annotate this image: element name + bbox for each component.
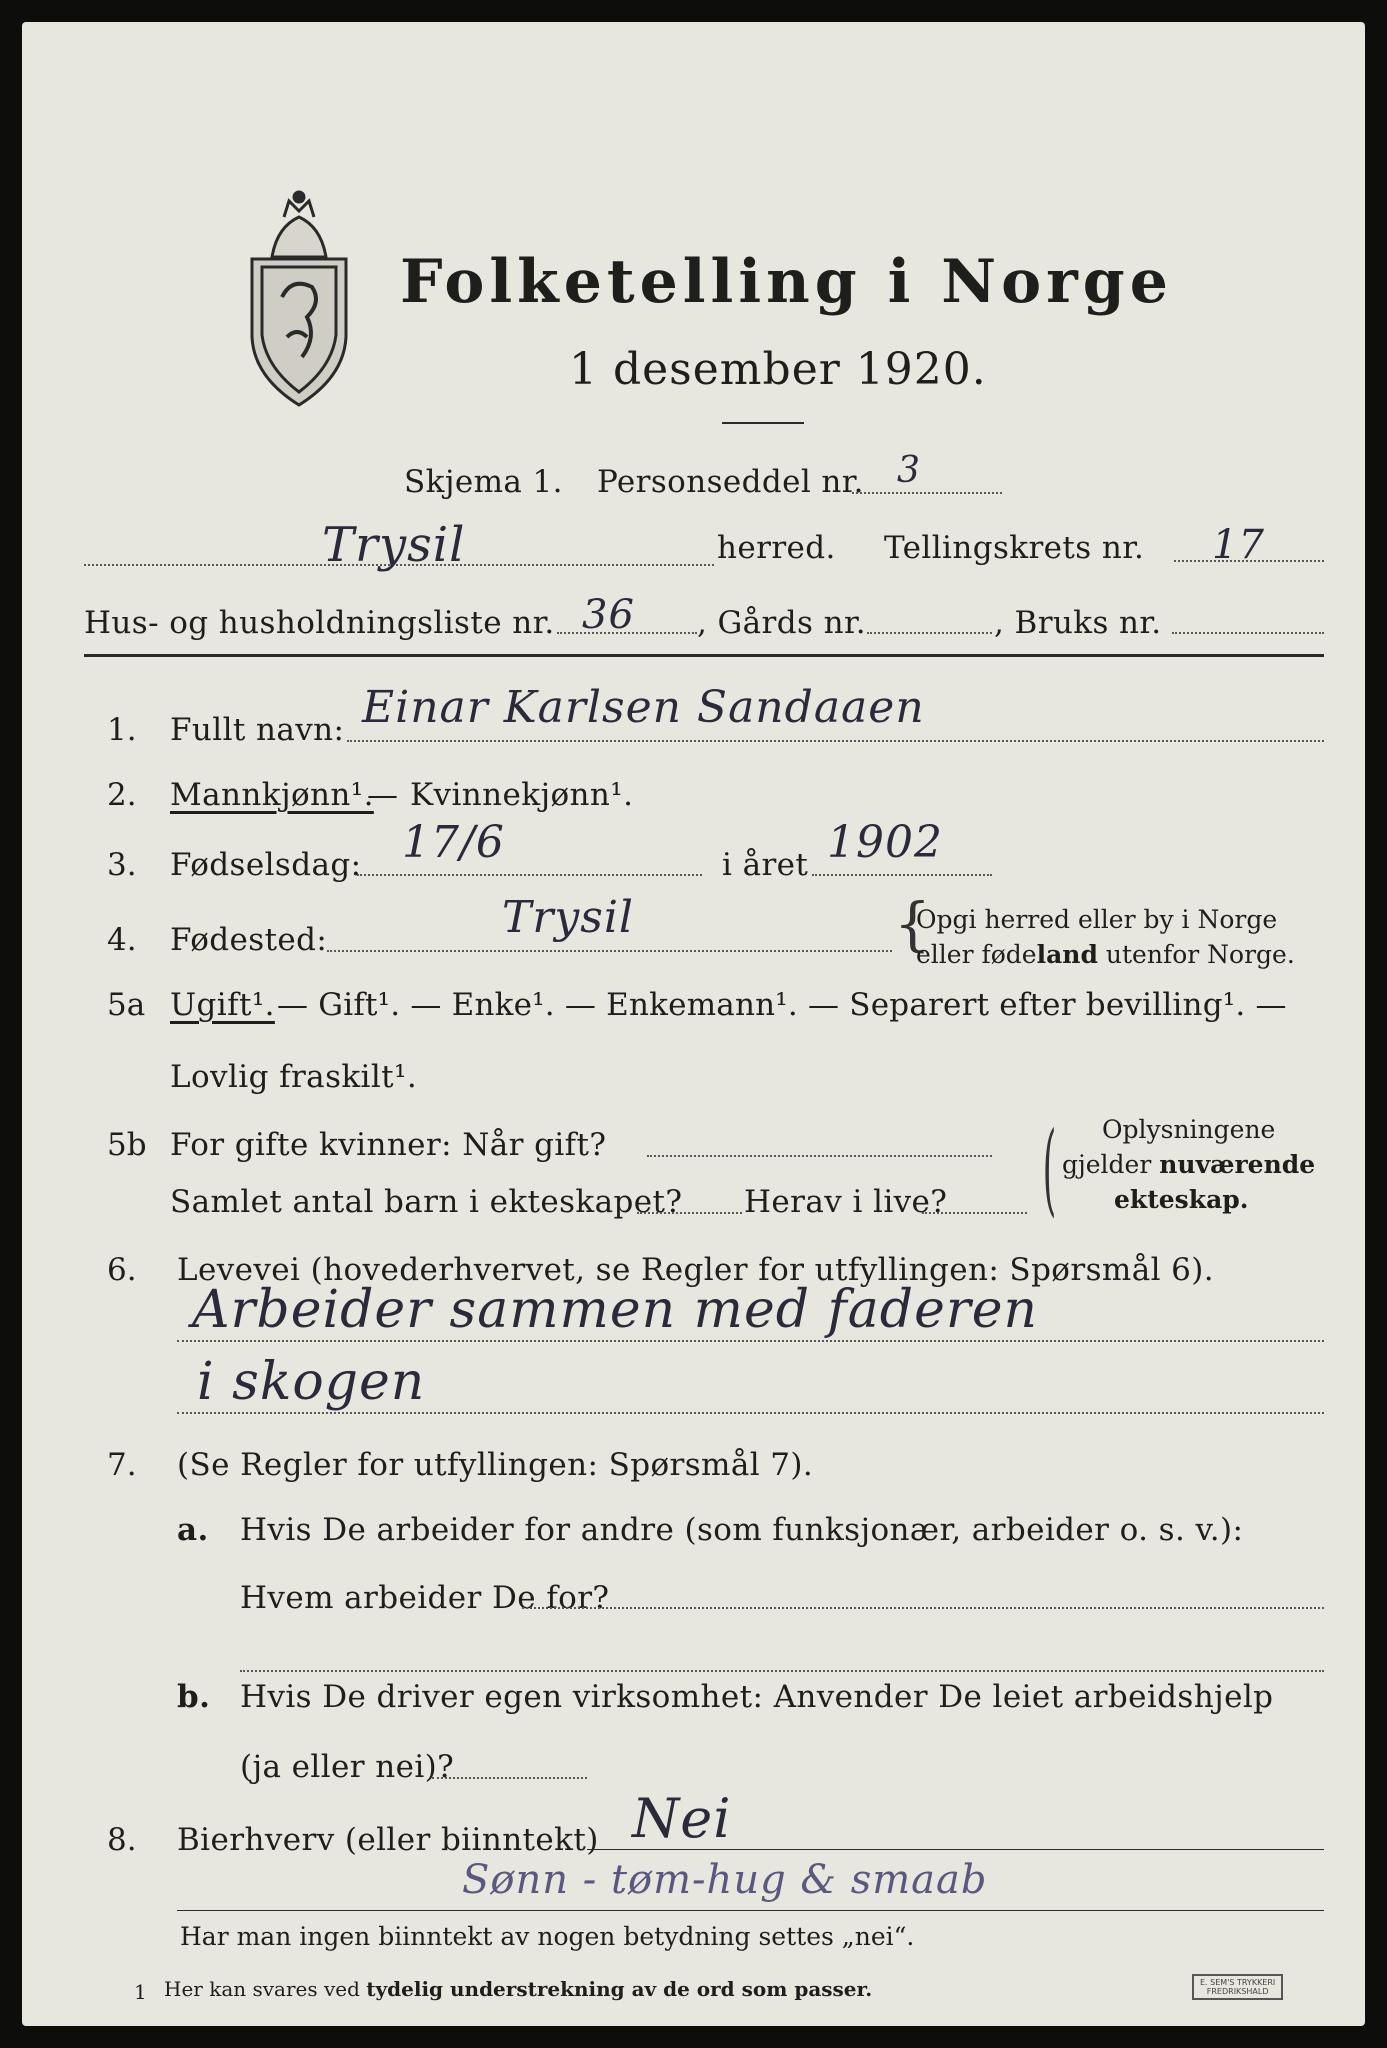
q1-number: 1. [107,712,137,748]
form-title: Folketelling i Norge [400,247,1173,317]
personseddel-label: Personseddel nr. [597,464,864,500]
q5b-note-line3: ekteskap. [1114,1185,1249,1214]
q8-label: Bierhverv (eller biinntekt) [177,1822,599,1858]
q2-male-option: Mannkjønn¹. [170,777,374,813]
header-separator [84,654,1324,657]
q2-female-option: Kvinnekjønn¹. [410,777,634,813]
q5b-gift-line [647,1155,992,1157]
q3-year-line [812,874,992,876]
skjema-label: Skjema 1. [404,464,563,500]
census-form-sheet [22,22,1365,2026]
q5b-line1: For gifte kvinner: Når gift? [170,1127,607,1163]
herred-value: Trysil [322,517,466,573]
q4-value: Trysil [502,892,634,943]
q8-number: 8. [107,1822,137,1858]
q3-label: Fødselsdag: [170,847,362,883]
hus-label: Hus- og husholdningsliste nr. [84,605,555,641]
q5a-options: — Gift¹. — Enke¹. — Enkemann¹. — Separert efter bevilling¹. — [277,987,1287,1023]
q4-note-line1: Opgi herred eller by i Norge [916,905,1278,934]
q1-value: Einar Karlsen Sandaaen [362,682,925,733]
q8-line2 [177,1910,1324,1911]
q6-answer1: Arbeider sammen med faderen [192,1280,1038,1340]
q5b-note-line2: gjelder nuværende [1062,1150,1316,1179]
q6-answer-line2 [177,1412,1324,1414]
q6-answer2: i skogen [197,1352,426,1412]
q2-number: 2. [107,777,137,813]
q7a-question: Hvem arbeider De for? [240,1580,610,1616]
gards-label: , Gårds nr. [697,605,867,641]
q8-annotation: Sønn - tøm-hug & smaab [462,1857,988,1903]
gards-line [867,632,992,634]
herred-label: herred. [717,530,836,566]
biinntekt-note: Har man ingen biinntekt av nogen betydning settes „nei“. [180,1922,915,1951]
q3-value: 17/6 [402,817,505,868]
q5b-number: 5b [107,1127,147,1163]
q7a-text: Hvis De arbeider for andre (som funksjonær, arbeider o. s. v.): [240,1512,1244,1548]
q5b-live-label: Herav i live? [744,1184,948,1220]
q5b-bracket: ( [1042,1110,1057,1227]
q4-label: Fødested: [170,922,328,958]
q7-label: (Se Regler for utfyllingen: Spørsmål 7). [177,1447,814,1483]
q7a-letter: a. [177,1512,209,1548]
coat-of-arms-icon [232,187,367,412]
personseddel-value: 3 [897,450,921,491]
q4-number: 4. [107,922,137,958]
q5b-barn-label: Samlet antal barn i ekteskapet? [170,1184,683,1220]
q5a-line2: Lovlig fraskilt¹. [170,1059,418,1095]
q4-line [327,950,892,952]
q3-year-label: i året [722,847,809,883]
q5a-number: 5a [107,987,146,1023]
q7a-line1 [522,1607,1324,1609]
bruks-line [1172,632,1324,634]
q5b-barn-line [637,1212,742,1214]
footnote-mark: 1 [134,1980,147,2004]
hus-value: 36 [582,592,635,638]
q5a-ugift-option: Ugift¹. [170,987,275,1023]
q8-answer: Nei [632,1787,732,1850]
q7b-letter: b. [177,1679,211,1715]
q5b-live-line [922,1212,1027,1214]
q7b-line [432,1777,587,1779]
q3-year-value: 1902 [827,817,943,868]
q1-line [347,740,1324,742]
q6-answer-line1 [177,1340,1324,1342]
q7b-question: (ja eller nei)? [240,1749,455,1785]
q3-number: 3. [107,847,137,883]
q1-label: Fullt navn: [170,712,345,748]
q3-line [357,874,702,876]
q6-label: Levevei (hovederhvervet, se Regler for utfyllingen: Spørsmål 6). [177,1252,1215,1288]
q2-separator: — [367,777,399,813]
q7-number: 7. [107,1447,137,1483]
form-date: 1 desember 1920. [569,344,987,395]
q4-bracket: { [894,890,931,958]
q5b-note-line1: Oplysningene [1102,1115,1276,1144]
q7b-text: Hvis De driver egen virksomhet: Anvender De leiet arbeidshjelp [240,1679,1274,1715]
tellingskrets-label: Tellingskrets nr. [884,530,1145,566]
personseddel-line [852,492,1002,494]
q4-note-line2: eller fødeland utenfor Norge. [916,940,1295,969]
footnote-text: Her kan svares ved tydelig understrekning av de ord som passer. [164,1977,873,2001]
tellingskrets-value: 17 [1212,522,1265,568]
printer-stamp: E. SEM'S TRYKKERI FREDRIKSHALD [1192,1974,1283,2000]
q7a-line2 [240,1670,1324,1672]
q6-number: 6. [107,1252,137,1288]
title-rule [722,422,804,424]
bruks-label: , Bruks nr. [994,605,1162,641]
